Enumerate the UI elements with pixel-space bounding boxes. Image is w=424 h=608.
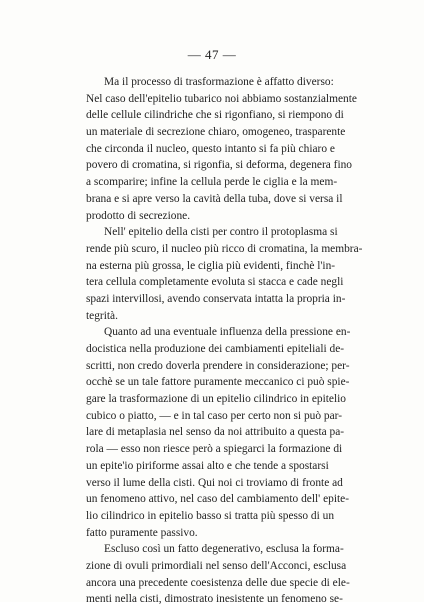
text-line: occhè se un tale fattore puramente meccanico ci può spie- (86, 376, 350, 389)
text-line: spazi intervillosi, avendo conservata intatta la propria in- (86, 292, 346, 305)
text-line: prodotto di secrezione. (86, 209, 191, 222)
text-line: brana e si apre verso la cavità della tuba, dove si versa il (86, 192, 343, 205)
paragraph (86, 541, 350, 608)
text-line: rola — esso non riesce però a spiegarci la formazione di (86, 443, 343, 456)
text-line: che circonda il nucleo, questo intanto si fa più chiaro e (86, 142, 335, 155)
text-line: Ma il processo di trasformazione è affatto diverso: (104, 76, 334, 88)
text-line: zione di ovuli primordiali nel senso dell'Acconci, esclusa (86, 559, 347, 572)
body-text (86, 74, 363, 608)
text-line: docistica nella produzione dei cambiamenti epiteliali de- (86, 343, 345, 355)
text-line: un fenomeno attivo, nel caso del cambiamento dell' epite- (86, 493, 349, 506)
text-line: menti nella cisti, dimostrato inesistente un fenomeno se- (86, 593, 343, 606)
paragraph (86, 74, 357, 224)
text-line: un epite'io piriforme assai alto e che tende a spostarsi (86, 459, 329, 472)
text-line: povero di cromatina, si rigonfia, si deforma, degenera fino (86, 159, 353, 172)
text-line: Escluso così un fatto degenerativo, esclusa la forma- (104, 543, 344, 556)
paragraph (86, 224, 363, 324)
text-line: delle cellule cilindriche che si rigonfiano, si riempono di (86, 109, 344, 122)
text-line: rende più scuro, il nucleo più ricco di cromatina, la membra- (86, 242, 363, 255)
text-line: Nel caso dell'epitelio tubarico noi abbiamo sostanzialmente (86, 92, 357, 105)
text-line: cubico o piatto, — e in tal caso per certo non si può par- (86, 409, 342, 422)
text-line: ancora una precedente coesistenza delle due specie di ele- (86, 576, 350, 589)
text-line: tera cellula completamente evoluta si stacca e cade negli (86, 276, 344, 289)
text-line: lio cilindrico in epitelio basso si tratta più spesso di un (86, 509, 335, 522)
text-line: gare la trasformazione di un epitelio cilindrico in epitelio (86, 393, 346, 406)
text-line: fatto puramente passivo. (86, 526, 198, 539)
paragraph (86, 324, 351, 541)
text-line: lare di metaplasia nel senso da noi attribuito a questa pa- (86, 426, 345, 439)
text-line: scritti, non credo doverla prendere in considerazione; per- (86, 359, 350, 372)
text-line: un materiale di secrezione chiaro, omogeneo, trasparente (86, 126, 346, 139)
text-line: a scomparire; infine la cellula perde le ciglia e la mem- (86, 176, 338, 189)
text-line: Quanto ad una eventuale influenza della pressione en- (104, 326, 351, 339)
text-line: na esterna più grossa, le ciglia più evidenti, finchè l'in- (86, 259, 336, 272)
text-line: tegrità. (86, 309, 118, 322)
page-number: — 47 — (187, 47, 237, 62)
text-line: verso il lume della cisti. Qui noi ci troviamo di fronte ad (86, 476, 343, 489)
text-line: Nell' epitelio della cisti per contro il protoplasma si (104, 226, 338, 239)
